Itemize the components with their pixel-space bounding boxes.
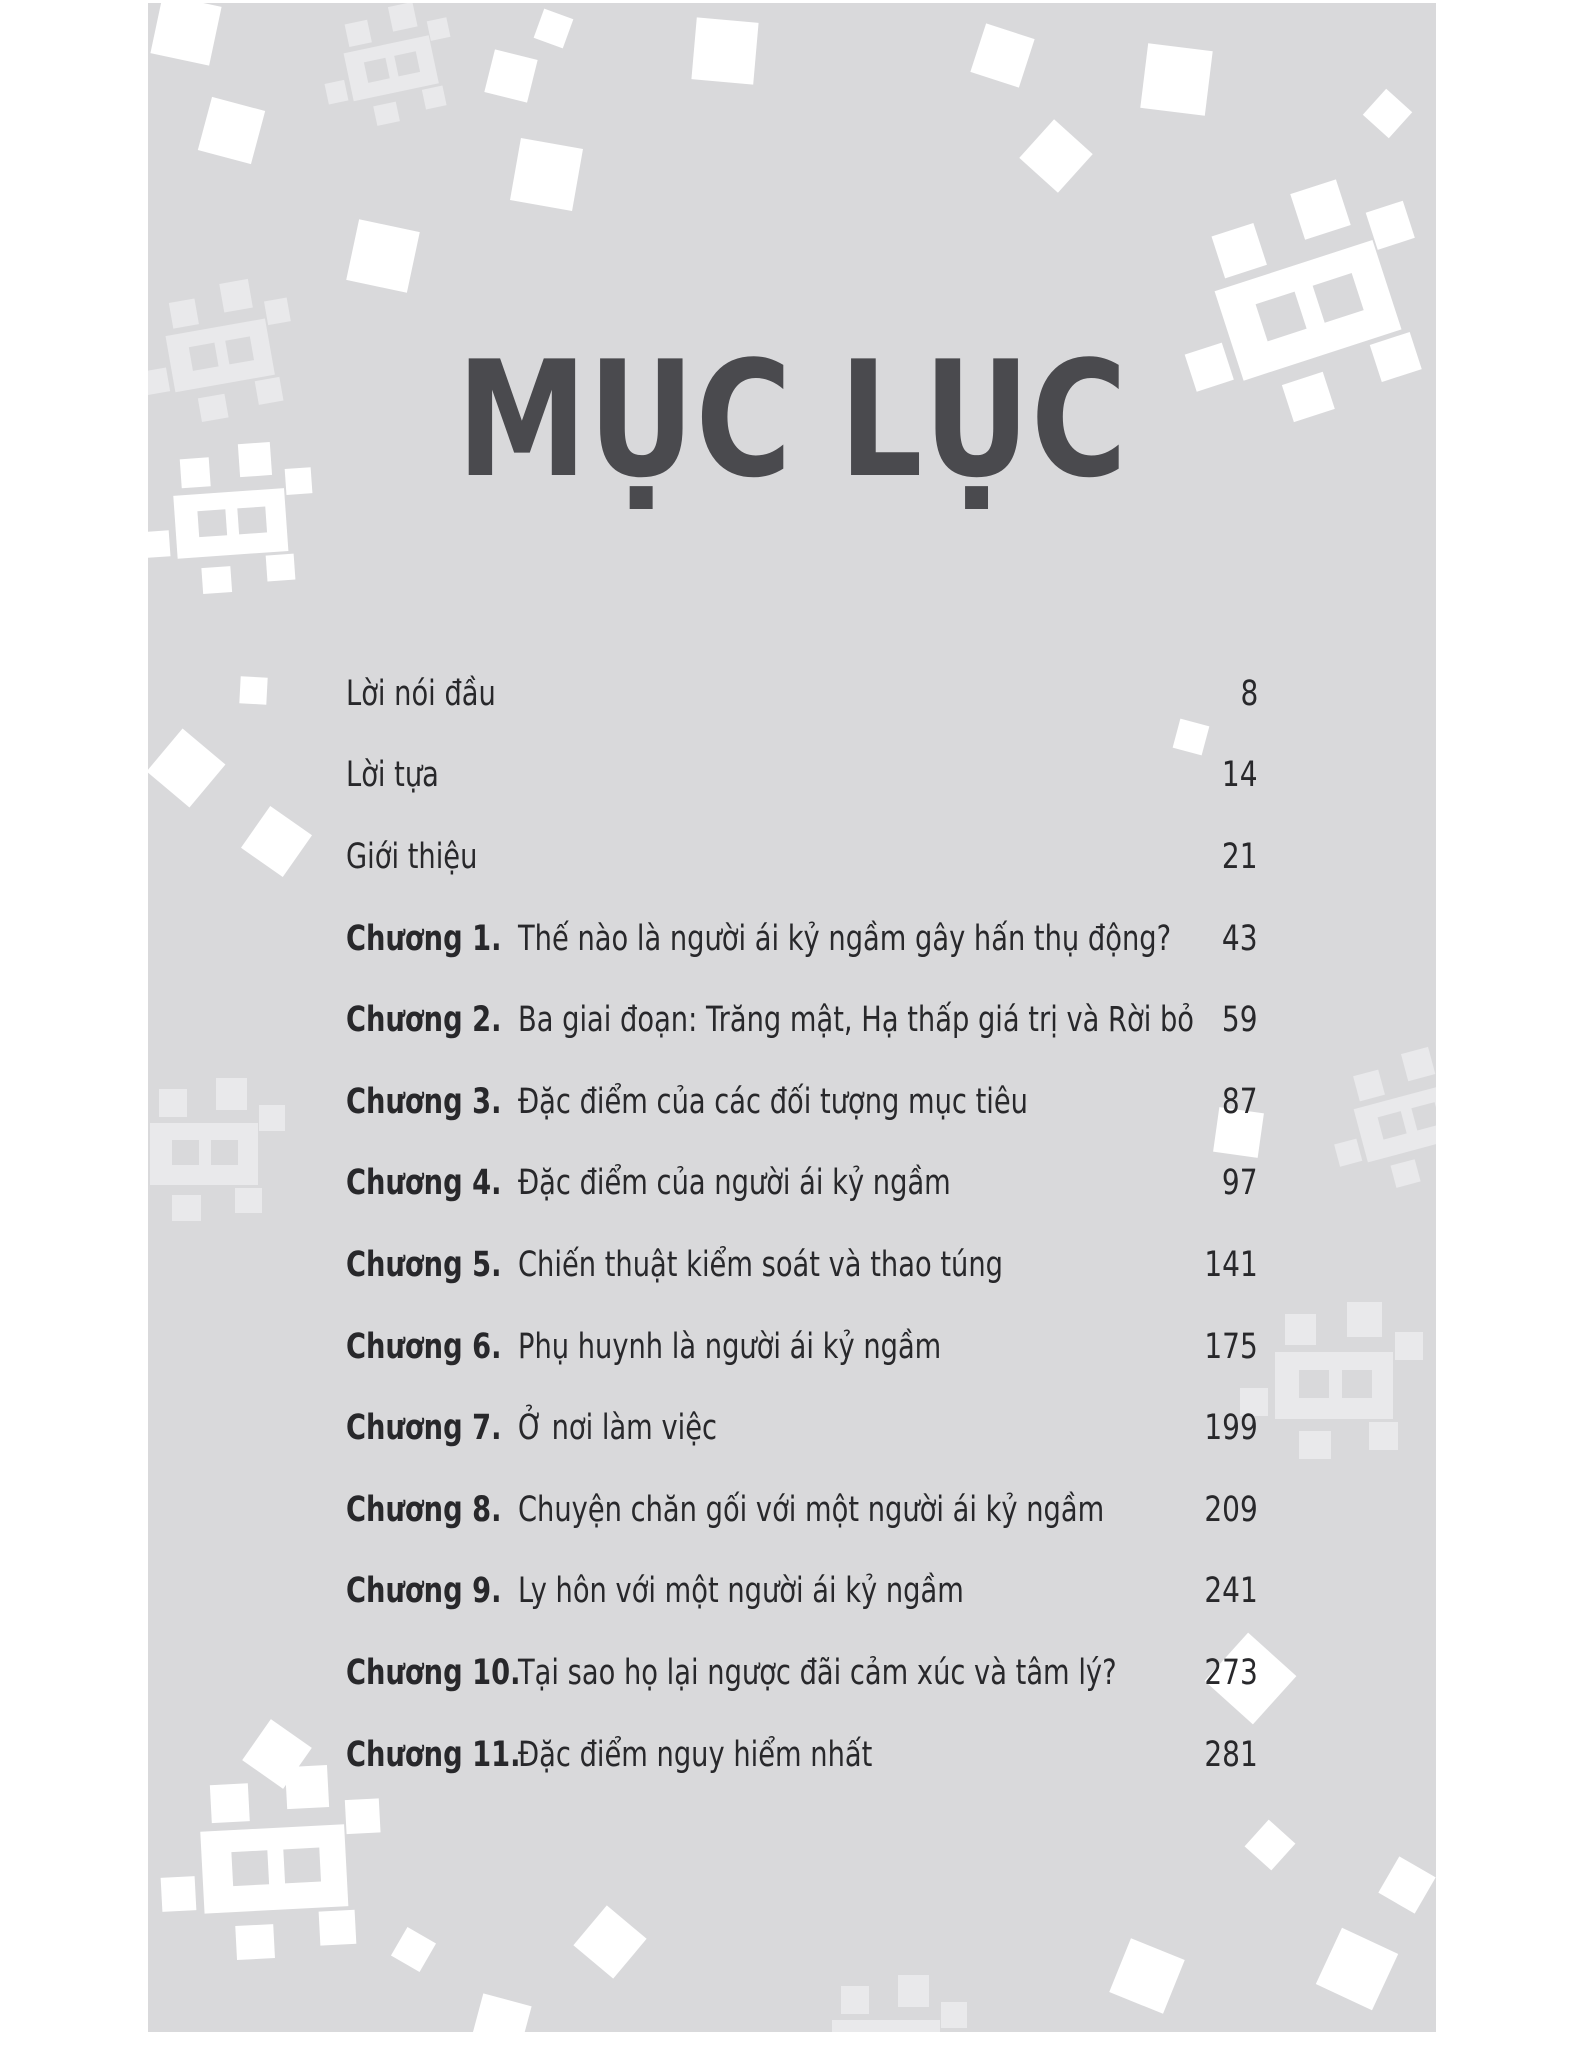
pixel-robot-decoration	[1240, 1302, 1426, 1459]
pixel-square-decoration	[1363, 89, 1412, 138]
pixel-cell	[1354, 1070, 1385, 1101]
toc-entry-page: 281	[1204, 1734, 1258, 1775]
toc-chapter-label: Chương 7.	[346, 1408, 502, 1449]
toc-chapter-title: Ba giai đoạn: Trăng mật, Hạ thấp giá trị và Rời bỏ	[518, 1000, 1195, 1041]
pixel-cell	[1285, 1314, 1316, 1345]
toc-chapter-title: Phụ huynh là người ái kỷ ngầm	[518, 1326, 942, 1367]
pixel-square-decoration	[150, 3, 221, 66]
toc-entry-page: 14	[1222, 755, 1258, 796]
pixel-cell	[161, 1876, 197, 1912]
pixel-cell	[1212, 223, 1267, 278]
toc-entry	[346, 1224, 1258, 1306]
toc-page	[148, 3, 1436, 2032]
toc-chapter-title: Đặc điểm của các đối tượng mục tiêu	[518, 1081, 1028, 1122]
toc-chapter-label: Chương 1.	[346, 918, 502, 959]
pixel-square-decoration	[391, 1927, 436, 1972]
pixel-square-decoration	[534, 9, 574, 49]
pixel-cell	[841, 1986, 870, 2015]
toc-entry-page: 199	[1204, 1408, 1258, 1449]
toc-entry-page: 209	[1204, 1489, 1258, 1530]
pixel-square-decoration	[241, 806, 312, 877]
pixel-cell	[373, 101, 400, 126]
toc-chapter-title: Ở nơi làm việc	[518, 1408, 718, 1449]
toc-entry-page: 175	[1204, 1326, 1258, 1367]
toc-entry-page: 59	[1222, 1000, 1258, 1041]
pixel-cell	[1299, 1370, 1329, 1398]
pixel-square-decoration	[239, 676, 267, 704]
pixel-square-decoration	[1316, 1928, 1398, 2010]
pixel-square-decoration	[1019, 119, 1092, 192]
toc-entry	[346, 1632, 1258, 1714]
toc-entry	[346, 1306, 1258, 1388]
toc-chapter-label: Chương 8.	[346, 1489, 502, 1530]
toc-entry	[346, 735, 1258, 817]
toc-entry-title: Giới thiệu	[346, 836, 478, 877]
pixel-cell	[219, 279, 253, 313]
toc-entry	[346, 898, 1258, 980]
pixel-cell	[266, 554, 296, 582]
toc-chapter-label: Chương 11.	[346, 1734, 521, 1775]
pixel-cell	[172, 1195, 201, 1221]
pixel-cell	[898, 1975, 930, 2007]
pixel-cell	[231, 1850, 269, 1886]
pixel-cell	[197, 509, 227, 537]
pixel-cell	[941, 2002, 967, 2028]
pixel-square-decoration	[1140, 43, 1212, 115]
toc-entry	[346, 653, 1258, 735]
pixel-cell	[211, 1140, 238, 1166]
toc-chapter-title: Chiến thuật kiểm soát và thao túng	[518, 1244, 1003, 1285]
pixel-square-decoration	[1109, 1938, 1185, 2014]
toc-chapter-label: Chương 10.	[346, 1652, 521, 1693]
pixel-cell	[1401, 1047, 1436, 1082]
toc-chapter-title: Đặc điểm nguy hiểm nhất	[518, 1734, 873, 1775]
pixel-cell	[264, 298, 292, 326]
pixel-cell	[426, 17, 450, 41]
pixel-robot-decoration	[800, 1975, 970, 2032]
pixel-cell	[1290, 179, 1351, 240]
pixel-cell	[235, 1924, 275, 1960]
toc-chapter-label: Chương 3.	[346, 1081, 502, 1122]
pixel-cell	[1395, 1332, 1423, 1360]
pixel-square-decoration	[691, 17, 758, 84]
toc-entry	[346, 1714, 1258, 1796]
toc-entry-page: 43	[1222, 918, 1258, 959]
pixel-square-decoration	[484, 49, 537, 102]
toc-entry-title: Lời tựa	[346, 755, 439, 796]
toc-entry-page: 273	[1204, 1652, 1258, 1693]
pixel-square-decoration	[148, 729, 225, 808]
pixel-cell	[150, 1123, 258, 1185]
toc-entry	[346, 979, 1258, 1061]
pixel-square-decoration	[198, 97, 265, 164]
toc-chapter-label: Chương 6.	[346, 1326, 502, 1367]
pixel-cell	[210, 1783, 250, 1823]
pixel-cell	[345, 1798, 381, 1834]
pixel-cell	[259, 1105, 285, 1131]
toc-entry	[346, 1469, 1258, 1551]
pixel-square-decoration	[573, 1905, 646, 1978]
pixel-cell	[216, 1078, 248, 1110]
pixel-cell	[1334, 1139, 1362, 1167]
pixel-cell	[148, 530, 171, 558]
pixel-cell	[237, 506, 267, 534]
toc-chapter-title: Chuyện chăn gối với một người ái kỷ ngầm	[518, 1489, 1105, 1530]
toc-chapter-label: Chương 4.	[346, 1163, 502, 1204]
pixel-cell	[319, 1910, 357, 1946]
toc-entry-title: Lời nói đầu	[346, 673, 496, 714]
toc-entry-page: 87	[1222, 1081, 1258, 1122]
pixel-cell	[172, 1140, 199, 1166]
pixel-cell	[421, 85, 446, 109]
toc-entry	[346, 816, 1258, 898]
pixel-square-decoration	[1245, 1820, 1296, 1871]
pixel-cell	[345, 20, 372, 47]
pixel-cell	[200, 1824, 348, 1913]
toc-chapter-title: Ly hôn với một người ái kỷ ngầm	[518, 1571, 964, 1612]
pixel-cell	[1369, 1422, 1399, 1450]
pixel-cell	[1299, 1431, 1330, 1459]
toc-entry	[346, 1551, 1258, 1633]
toc-chapter-label: Chương 9.	[346, 1571, 502, 1612]
toc-chapter-title: Tại sao họ lại ngược đãi cảm xúc và tâm lý?	[518, 1652, 1117, 1693]
pixel-cell	[283, 1848, 321, 1884]
pixel-cell	[285, 1765, 329, 1809]
pixel-square-decoration	[510, 138, 583, 211]
toc-entry-page: 97	[1222, 1163, 1258, 1204]
toc-entry	[346, 1143, 1258, 1225]
pixel-cell	[388, 3, 418, 32]
pixel-square-decoration	[346, 219, 420, 293]
pixel-square-decoration	[470, 1993, 531, 2032]
pixel-cell	[235, 1188, 262, 1214]
toc-list	[346, 653, 1258, 1795]
pixel-cell	[325, 80, 349, 104]
toc-entry-page: 8	[1240, 673, 1258, 714]
toc-chapter-label: Chương 5.	[346, 1244, 502, 1285]
pixel-robot-decoration	[312, 3, 468, 135]
page-title-text: MỤC LỤC	[456, 326, 1128, 513]
toc-entry	[346, 1061, 1258, 1143]
pixel-cell	[159, 1089, 188, 1118]
pixel-cell	[1390, 1159, 1421, 1188]
pixel-cell	[832, 2020, 940, 2032]
toc-entry-page: 141	[1204, 1244, 1258, 1285]
toc-chapter-title: Đặc điểm của người ái kỷ ngầm	[518, 1163, 951, 1204]
page-title	[148, 326, 1436, 513]
pixel-square-decoration	[970, 23, 1034, 87]
pixel-cell	[1347, 1302, 1382, 1337]
toc-entry	[346, 1387, 1258, 1469]
pixel-robot-decoration	[1316, 1037, 1436, 1200]
toc-entry-page: 21	[1222, 836, 1258, 877]
pixel-cell	[169, 298, 200, 329]
toc-chapter-label: Chương 2.	[346, 1000, 502, 1041]
pixel-cell	[1275, 1352, 1394, 1420]
toc-entry-page: 241	[1204, 1571, 1258, 1612]
toc-chapter-title: Thế nào là người ái kỷ ngầm gây hấn thụ động?	[518, 918, 1172, 959]
pixel-cell	[201, 566, 232, 594]
pixel-cell	[1342, 1370, 1372, 1398]
pixel-robot-decoration	[148, 1078, 288, 1221]
pixel-square-decoration	[1378, 1856, 1435, 1913]
